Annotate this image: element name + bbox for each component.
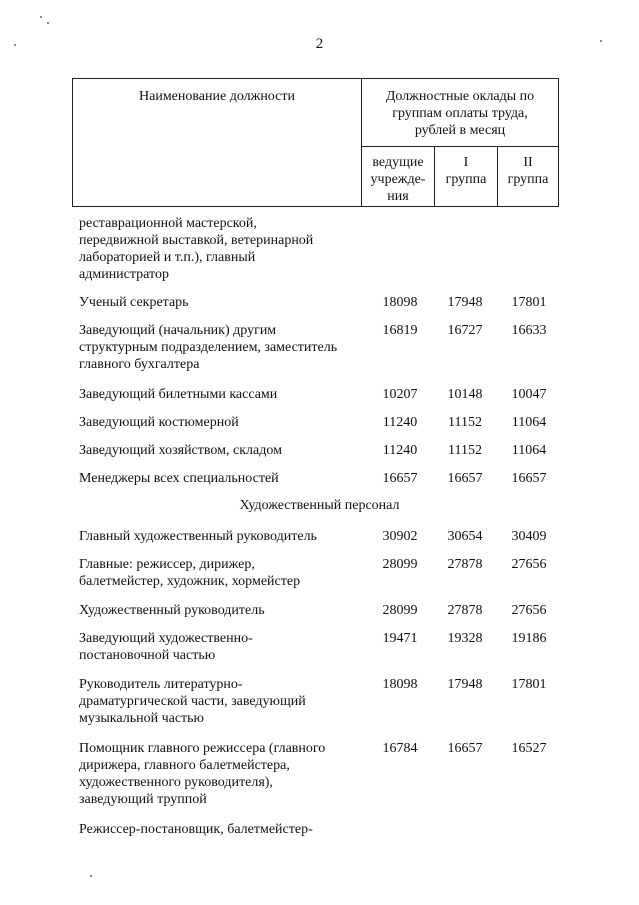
scan-speck (40, 16, 42, 18)
section-title: Художественный персонал (239, 498, 400, 513)
salary-group-1: 19328 (447, 631, 483, 646)
text-line: Заведующий (начальник) другим (79, 323, 277, 338)
position-name (79, 414, 369, 431)
text-line: музыкальной частью (79, 711, 205, 726)
salary-group-2: 30409 (511, 529, 547, 544)
text-line: Ученый секретарь (79, 295, 189, 310)
salary-group-2: 11064 (511, 415, 547, 430)
salary-leading: 19471 (382, 631, 418, 646)
continuation-text (79, 215, 369, 283)
page-number: 2 (315, 36, 324, 52)
salary-leading: 16819 (382, 323, 418, 338)
text-line: главного бухгалтера (79, 357, 200, 372)
trailing-text: Режиссер-постановщик, балетмейстер- (79, 822, 313, 837)
salary-leading: 28099 (382, 557, 418, 572)
salary-group-2: 11064 (511, 443, 547, 458)
salary-leading: 16784 (382, 741, 418, 756)
position-name (79, 630, 369, 664)
text-line: художественного руководителя), (79, 775, 273, 790)
text-line: балетмейстер, художник, хормейстер (79, 574, 301, 589)
scan-speck (90, 875, 92, 877)
table-header (72, 78, 559, 207)
text-line: драматургической части, заведующий (79, 694, 306, 709)
header-group-line: ведущие (372, 155, 424, 170)
position-name (79, 676, 369, 727)
position-name (79, 322, 369, 373)
salary-leading: 10207 (382, 387, 418, 402)
header-group-2 (497, 146, 559, 207)
header-group-leading (361, 146, 435, 207)
salary-group-1: 17948 (447, 295, 483, 310)
text-line: дирижера, главного балетмейстера, (79, 758, 290, 773)
position-name (79, 556, 369, 590)
header-group-line: учрежде- (370, 172, 426, 187)
header-salary-line: рублей в месяц (414, 123, 506, 138)
header-group-line: группа (445, 172, 487, 187)
text-line: Заведующий костюмерной (79, 415, 239, 430)
header-position-name: Наименование должности (72, 78, 362, 207)
header-salary (361, 78, 559, 147)
text-line: администратор (79, 267, 169, 282)
text-line: Заведующий художественно- (79, 631, 253, 646)
header-salary-line: Должностные оклады по (385, 89, 535, 104)
scan-speck (47, 22, 49, 24)
text-line: Художественный руководитель (79, 603, 265, 618)
position-name (79, 528, 369, 545)
salary-group-2: 19186 (511, 631, 547, 646)
text-line: Главные: режиссер, дирижер, (79, 557, 255, 572)
salary-group-2: 16657 (511, 471, 547, 486)
header-group-line: I (463, 155, 469, 170)
salary-group-2: 17801 (511, 295, 547, 310)
text-line: лабораторией и т.п.), главный (79, 250, 256, 265)
salary-leading: 18098 (382, 295, 418, 310)
salary-group-1: 17948 (447, 677, 483, 692)
salary-group-2: 16527 (511, 741, 547, 756)
salary-leading: 11240 (382, 415, 418, 430)
salary-group-2: 10047 (511, 387, 547, 402)
salary-leading: 16657 (382, 471, 418, 486)
text-line: передвижной выставкой, ветеринарной (79, 233, 314, 248)
text-line: Главный художественный руководитель (79, 529, 317, 544)
salary-leading: 18098 (382, 677, 418, 692)
salary-group-1: 11152 (448, 415, 482, 430)
header-group-line: II (523, 155, 533, 170)
position-name (79, 386, 369, 403)
text-line: заведующий труппой (79, 792, 207, 807)
header-salary-line: группам оплаты труда, (392, 106, 528, 121)
text-line: Заведующий хозяйством, складом (79, 443, 282, 458)
text-line: постановочной частью (79, 648, 216, 663)
salary-leading: 28099 (382, 603, 418, 618)
salary-leading: 30902 (382, 529, 418, 544)
salary-group-1: 27878 (447, 603, 483, 618)
position-name (79, 740, 369, 808)
salary-group-1: 10148 (447, 387, 483, 402)
salary-group-2: 17801 (511, 677, 547, 692)
salary-group-2: 27656 (511, 557, 547, 572)
text-line: Руководитель литературно- (79, 677, 243, 692)
header-group-line: ния (387, 189, 409, 204)
text-line: Менеджеры всех специальностей (79, 471, 279, 486)
header-group-1 (434, 146, 498, 207)
salary-group-1: 30654 (447, 529, 483, 544)
text-line: структурным подразделением, заместитель (79, 340, 338, 355)
text-line: Заведующий билетными кассами (79, 387, 278, 402)
text-line: реставрационной мастерской, (79, 216, 257, 231)
position-name (79, 294, 369, 311)
salary-group-2: 16633 (511, 323, 547, 338)
salary-group-1: 27878 (447, 557, 483, 572)
salary-group-1: 16657 (447, 471, 483, 486)
salary-group-1: 16657 (447, 741, 483, 756)
position-name (79, 470, 369, 487)
salary-group-1: 16727 (447, 323, 483, 338)
salary-group-1: 11152 (448, 443, 482, 458)
salary-group-2: 27656 (511, 603, 547, 618)
header-group-line: группа (507, 172, 549, 187)
position-name (79, 442, 369, 459)
position-name (79, 602, 369, 619)
salary-leading: 11240 (382, 443, 418, 458)
text-line: Помощник главного режиссера (главного (79, 741, 326, 756)
